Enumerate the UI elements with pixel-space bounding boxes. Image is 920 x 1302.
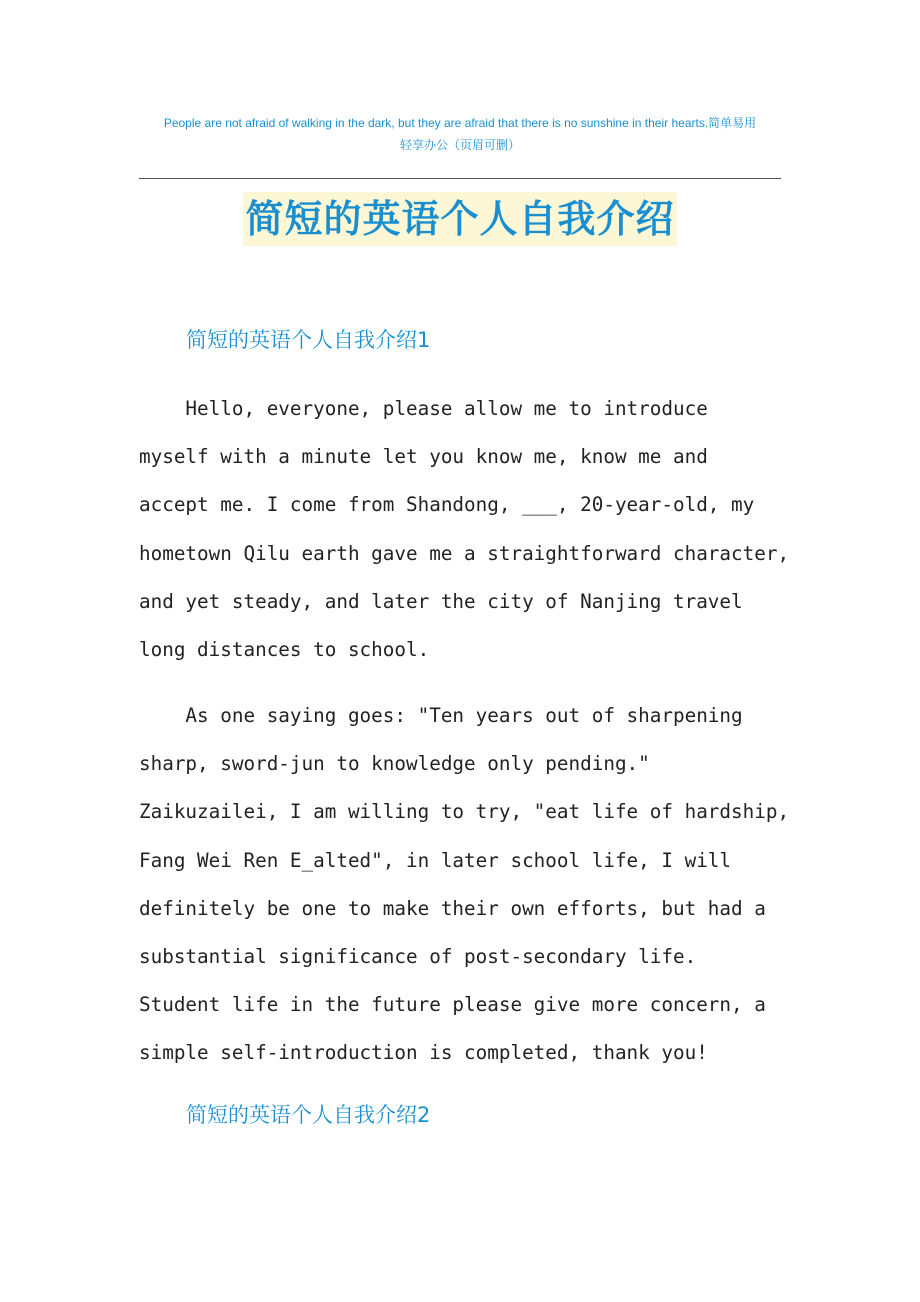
paragraph-line: and yet steady, and later the city of Nanjing travel	[139, 589, 743, 613]
paragraph-line: simple self-introduction is completed, thank you!	[139, 1041, 708, 1065]
paragraph-line: Hello, everyone, please allow me to introduce	[139, 397, 708, 420]
paragraph-line: accept me. I come from Shandong, ___, 20-year-old, my	[139, 493, 755, 517]
paragraph-2	[139, 692, 789, 1078]
header-line-2: 轻享办公（页眉可删）	[399, 138, 520, 152]
header-line-1: People are not afraid of walking in the dark, but they are afraid that there is no sunshine in their hearts.简单易用	[163, 116, 757, 130]
document-title: 简短的英语个人自我介绍	[243, 192, 676, 246]
section-heading-1: 简短的英语个人自我介绍1	[186, 328, 431, 352]
paragraph-line: Zaikuzailei, I am willing to try, "eat life of hardship,	[139, 800, 790, 824]
paragraph-line: Student life in the future please give more concern, a	[139, 993, 766, 1017]
paragraph-line: Fang Wei Ren E_alted", in later school life, I will	[139, 848, 732, 872]
paragraph-1	[139, 385, 789, 674]
paragraph-line: myself with a minute let you know me, know me and	[139, 445, 708, 469]
section-heading-2: 简短的英语个人自我介绍2	[186, 1103, 431, 1127]
paragraph-line: hometown Qilu earth gave me a straightforward character,	[139, 541, 790, 565]
paragraph-line: As one saying goes: "Ten years out of sharpening	[139, 704, 743, 727]
title-container	[0, 192, 920, 246]
paragraph-line: long distances to school.	[139, 638, 430, 662]
paragraph-line: substantial significance of post-secondary life.	[139, 945, 697, 969]
paragraph-line: definitely be one to make their own efforts, but had a	[139, 896, 766, 920]
page-header	[139, 112, 781, 156]
paragraph-line: sharp, sword-jun to knowledge only pending."	[139, 752, 650, 776]
header-divider	[139, 178, 781, 179]
